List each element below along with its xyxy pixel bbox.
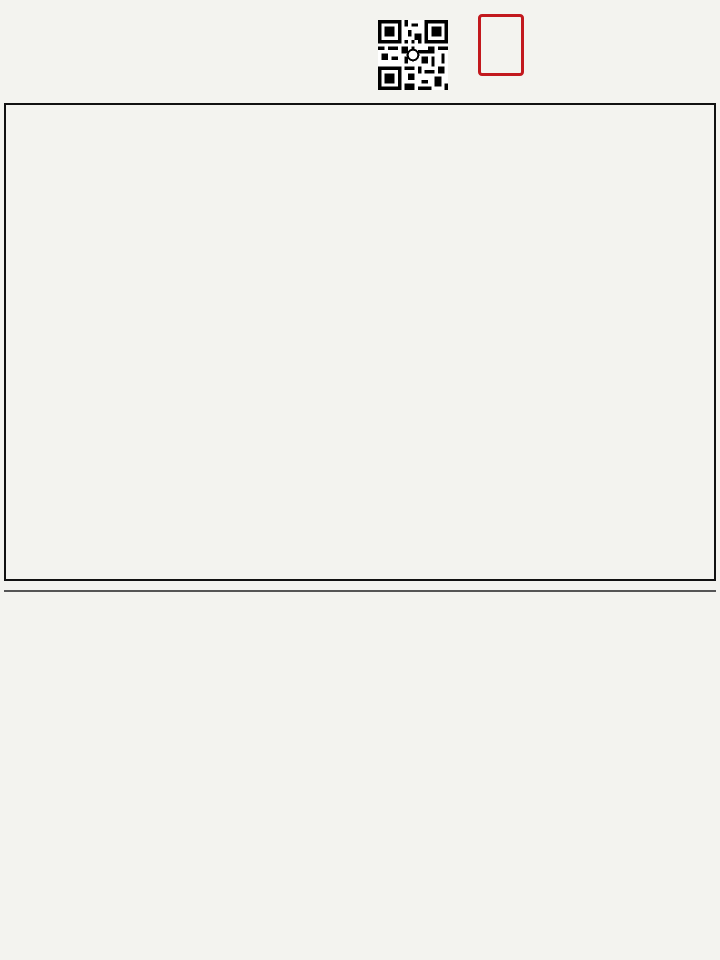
qr-code-icon[interactable] — [378, 20, 448, 90]
annual-luck-grid — [4, 590, 716, 592]
header — [0, 0, 720, 100]
seal-stamp-icon — [478, 14, 524, 76]
chart-board — [4, 103, 716, 581]
